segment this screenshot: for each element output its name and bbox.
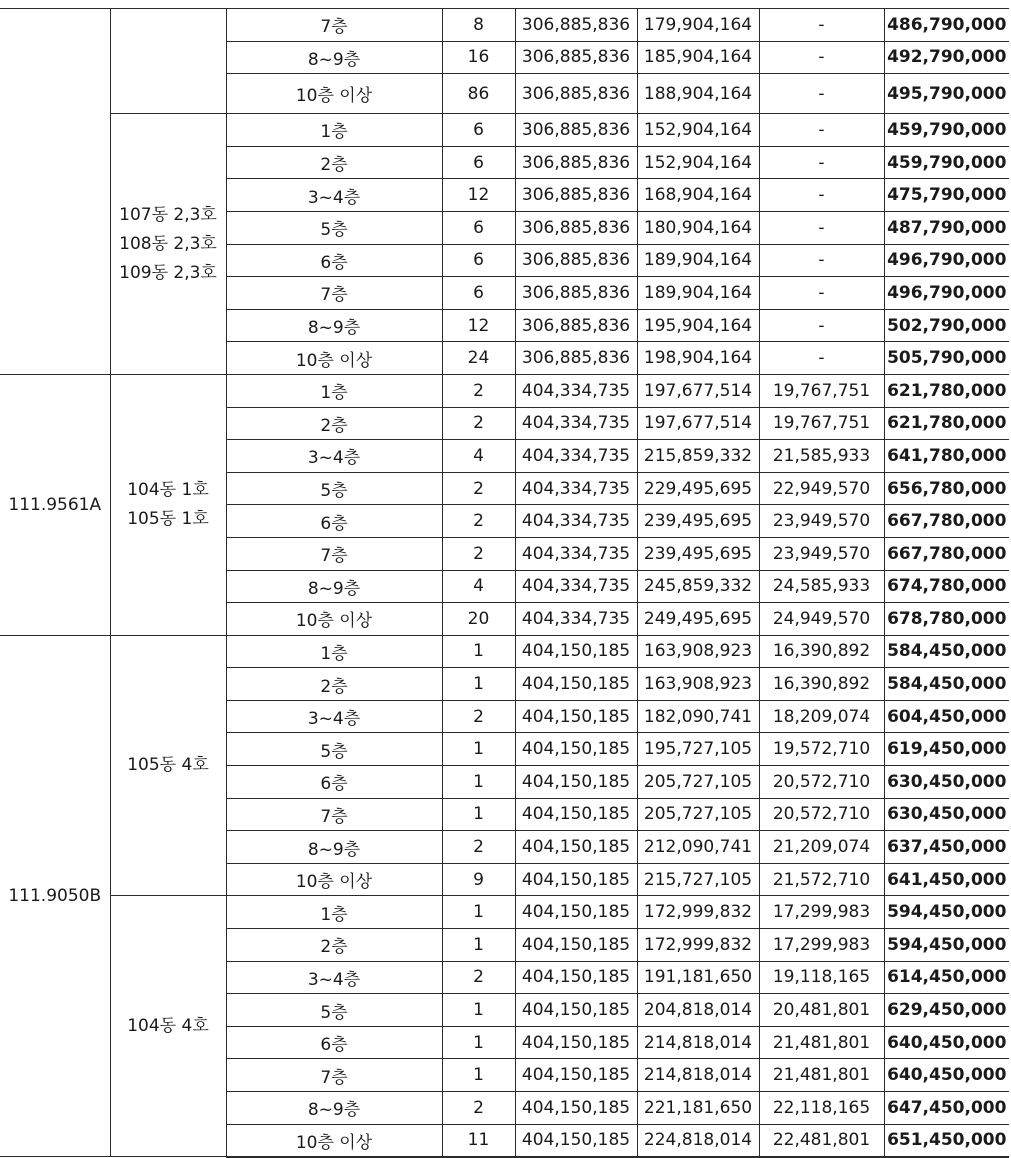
vat-cell: 19,118,165	[759, 961, 884, 994]
floor-cell: 8~9층	[226, 1092, 442, 1125]
vat-cell: -	[759, 74, 884, 114]
building-price-cell: 172,999,832	[637, 929, 759, 962]
total-price-cell: 641,780,000	[884, 440, 1009, 473]
floor-cell: 8~9층	[226, 41, 442, 74]
vat-cell: 22,118,165	[759, 1092, 884, 1125]
total-price-cell: 651,450,000	[884, 1124, 1009, 1157]
building-cell	[110, 114, 226, 375]
land-price-cell: 306,885,836	[515, 211, 637, 244]
unit-count-cell: 1	[442, 635, 515, 668]
floor-cell: 1층	[226, 114, 442, 147]
vat-cell: 20,572,710	[759, 798, 884, 831]
unit-count-cell: 2	[442, 700, 515, 733]
vat-cell: 19,767,751	[759, 374, 884, 407]
floor-cell: 2층	[226, 407, 442, 440]
total-price-cell: 619,450,000	[884, 733, 1009, 766]
unit-count-cell: 6	[442, 244, 515, 277]
floor-cell: 5층	[226, 994, 442, 1027]
vat-cell: 16,390,892	[759, 668, 884, 701]
unit-count-cell: 12	[442, 309, 515, 342]
total-price-cell: 630,450,000	[884, 798, 1009, 831]
land-price-cell: 404,334,735	[515, 440, 637, 473]
land-price-cell: 404,150,185	[515, 1092, 637, 1125]
building-price-cell: 204,818,014	[637, 994, 759, 1027]
floor-cell: 3~4층	[226, 700, 442, 733]
vat-cell: -	[759, 309, 884, 342]
vat-cell: 16,390,892	[759, 635, 884, 668]
total-price-cell: 459,790,000	[884, 114, 1009, 147]
building-price-cell: 188,904,164	[637, 74, 759, 114]
unit-count-cell: 1	[442, 1026, 515, 1059]
land-price-cell: 404,150,185	[515, 733, 637, 766]
unit-count-cell: 1	[442, 733, 515, 766]
floor-cell: 6층	[226, 505, 442, 538]
vat-cell: -	[759, 179, 884, 212]
table-row	[0, 896, 1009, 929]
floor-cell: 5층	[226, 472, 442, 505]
unit-count-cell: 4	[442, 440, 515, 473]
land-price-cell: 404,150,185	[515, 700, 637, 733]
floor-cell: 10층 이상	[226, 342, 442, 375]
building-price-cell: 197,677,514	[637, 407, 759, 440]
land-price-cell: 404,334,735	[515, 537, 637, 570]
building-price-cell: 212,090,741	[637, 831, 759, 864]
unit-count-cell: 1	[442, 896, 515, 929]
floor-cell: 7층	[226, 277, 442, 310]
building-cell	[110, 9, 226, 114]
land-price-cell: 404,150,185	[515, 863, 637, 896]
vat-cell: 22,949,570	[759, 472, 884, 505]
building-price-cell: 215,727,105	[637, 863, 759, 896]
building-price-cell: 214,818,014	[637, 1026, 759, 1059]
unit-count-cell: 2	[442, 961, 515, 994]
unit-count-cell: 2	[442, 407, 515, 440]
land-price-cell: 306,885,836	[515, 179, 637, 212]
total-price-cell: 594,450,000	[884, 929, 1009, 962]
total-price-cell: 640,450,000	[884, 1059, 1009, 1092]
total-price-cell: 492,790,000	[884, 41, 1009, 74]
land-price-cell: 404,334,735	[515, 570, 637, 603]
land-price-cell: 306,885,836	[515, 309, 637, 342]
vat-cell: 22,481,801	[759, 1124, 884, 1157]
building-price-cell: 245,859,332	[637, 570, 759, 603]
unit-count-cell: 2	[442, 1092, 515, 1125]
floor-cell: 7층	[226, 798, 442, 831]
unit-count-cell: 2	[442, 505, 515, 538]
building-price-cell: 189,904,164	[637, 244, 759, 277]
floor-cell: 6층	[226, 1026, 442, 1059]
total-price-cell: 604,450,000	[884, 700, 1009, 733]
building-label: 104동 4호	[127, 1015, 209, 1036]
unit-count-cell: 4	[442, 570, 515, 603]
table-row	[0, 374, 1009, 407]
building-price-cell: 224,818,014	[637, 1124, 759, 1157]
floor-cell: 7층	[226, 9, 442, 42]
building-price-cell: 163,908,923	[637, 668, 759, 701]
price-table	[0, 8, 1009, 1158]
table-row	[0, 114, 1009, 147]
land-price-cell: 306,885,836	[515, 114, 637, 147]
floor-cell: 10층 이상	[226, 863, 442, 896]
total-price-cell: 667,780,000	[884, 505, 1009, 538]
land-price-cell: 404,334,735	[515, 472, 637, 505]
vat-cell: 21,209,074	[759, 831, 884, 864]
unit-type-cell: 111.9050B	[0, 635, 110, 1157]
unit-count-cell: 6	[442, 211, 515, 244]
total-price-cell: 637,450,000	[884, 831, 1009, 864]
vat-cell: -	[759, 342, 884, 375]
vat-cell: 21,481,801	[759, 1059, 884, 1092]
building-price-cell: 163,908,923	[637, 635, 759, 668]
building-price-cell: 249,495,695	[637, 603, 759, 636]
building-label: 105동 1호	[127, 508, 209, 529]
building-label: 104동 1호	[127, 479, 209, 500]
unit-count-cell: 1	[442, 929, 515, 962]
building-label: 105동 4호	[127, 755, 209, 776]
total-price-cell: 502,790,000	[884, 309, 1009, 342]
floor-cell: 5층	[226, 211, 442, 244]
land-price-cell: 404,150,185	[515, 929, 637, 962]
floor-cell: 1층	[226, 374, 442, 407]
unit-count-cell: 1	[442, 766, 515, 799]
building-price-cell: 172,999,832	[637, 896, 759, 929]
vat-cell: 20,572,710	[759, 766, 884, 799]
floor-cell: 6층	[226, 766, 442, 799]
vat-cell: 17,299,983	[759, 896, 884, 929]
building-cell	[110, 896, 226, 1157]
floor-cell: 10층 이상	[226, 603, 442, 636]
land-price-cell: 404,150,185	[515, 635, 637, 668]
building-price-cell: 221,181,650	[637, 1092, 759, 1125]
vat-cell: -	[759, 244, 884, 277]
unit-count-cell: 1	[442, 668, 515, 701]
total-price-cell: 496,790,000	[884, 244, 1009, 277]
building-cell	[110, 635, 226, 896]
floor-cell: 1층	[226, 635, 442, 668]
floor-cell: 2층	[226, 146, 442, 179]
total-price-cell: 486,790,000	[884, 9, 1009, 42]
floor-cell: 2층	[226, 668, 442, 701]
vat-cell: 17,299,983	[759, 929, 884, 962]
land-price-cell: 404,334,735	[515, 407, 637, 440]
unit-count-cell: 1	[442, 798, 515, 831]
vat-cell: 20,481,801	[759, 994, 884, 1027]
table-row	[0, 9, 1009, 42]
vat-cell: 21,572,710	[759, 863, 884, 896]
unit-count-cell: 20	[442, 603, 515, 636]
unit-count-cell: 8	[442, 9, 515, 42]
floor-cell: 2층	[226, 929, 442, 962]
total-price-cell: 641,450,000	[884, 863, 1009, 896]
building-price-cell: 189,904,164	[637, 277, 759, 310]
land-price-cell: 306,885,836	[515, 74, 637, 114]
unit-count-cell: 1	[442, 994, 515, 1027]
land-price-cell: 306,885,836	[515, 41, 637, 74]
building-price-cell: 239,495,695	[637, 505, 759, 538]
floor-cell: 8~9층	[226, 831, 442, 864]
land-price-cell: 404,334,735	[515, 374, 637, 407]
total-price-cell: 640,450,000	[884, 1026, 1009, 1059]
total-price-cell: 630,450,000	[884, 766, 1009, 799]
total-price-cell: 667,780,000	[884, 537, 1009, 570]
land-price-cell: 404,150,185	[515, 994, 637, 1027]
unit-count-cell: 2	[442, 472, 515, 505]
land-price-cell: 306,885,836	[515, 146, 637, 179]
land-price-cell: 404,150,185	[515, 1059, 637, 1092]
building-price-cell: 152,904,164	[637, 146, 759, 179]
total-price-cell: 594,450,000	[884, 896, 1009, 929]
total-price-cell: 621,780,000	[884, 374, 1009, 407]
vat-cell: -	[759, 114, 884, 147]
unit-count-cell: 2	[442, 537, 515, 570]
total-price-cell: 495,790,000	[884, 74, 1009, 114]
vat-cell: 23,949,570	[759, 505, 884, 538]
vat-cell: 19,572,710	[759, 733, 884, 766]
building-price-cell: 214,818,014	[637, 1059, 759, 1092]
land-price-cell: 404,150,185	[515, 1124, 637, 1157]
building-price-cell: 198,904,164	[637, 342, 759, 375]
total-price-cell: 584,450,000	[884, 635, 1009, 668]
land-price-cell: 404,150,185	[515, 766, 637, 799]
floor-cell: 1층	[226, 896, 442, 929]
building-price-cell: 182,090,741	[637, 700, 759, 733]
total-price-cell: 674,780,000	[884, 570, 1009, 603]
building-price-cell: 215,859,332	[637, 440, 759, 473]
building-price-cell: 168,904,164	[637, 179, 759, 212]
unit-count-cell: 12	[442, 179, 515, 212]
total-price-cell: 647,450,000	[884, 1092, 1009, 1125]
building-price-cell: 191,181,650	[637, 961, 759, 994]
building-price-cell: 195,904,164	[637, 309, 759, 342]
total-price-cell: 621,780,000	[884, 407, 1009, 440]
vat-cell: 24,949,570	[759, 603, 884, 636]
building-price-cell: 185,904,164	[637, 41, 759, 74]
vat-cell: 18,209,074	[759, 700, 884, 733]
vat-cell: -	[759, 277, 884, 310]
building-price-cell: 180,904,164	[637, 211, 759, 244]
land-price-cell: 404,150,185	[515, 668, 637, 701]
total-price-cell: 614,450,000	[884, 961, 1009, 994]
floor-cell: 7층	[226, 537, 442, 570]
floor-cell: 3~4층	[226, 179, 442, 212]
land-price-cell: 404,150,185	[515, 831, 637, 864]
total-price-cell: 629,450,000	[884, 994, 1009, 1027]
vat-cell: -	[759, 211, 884, 244]
total-price-cell: 678,780,000	[884, 603, 1009, 636]
total-price-cell: 656,780,000	[884, 472, 1009, 505]
unit-count-cell: 9	[442, 863, 515, 896]
floor-cell: 10층 이상	[226, 74, 442, 114]
unit-count-cell: 16	[442, 41, 515, 74]
floor-cell: 7층	[226, 1059, 442, 1092]
total-price-cell: 496,790,000	[884, 277, 1009, 310]
unit-count-cell: 6	[442, 146, 515, 179]
unit-count-cell: 24	[442, 342, 515, 375]
total-price-cell: 584,450,000	[884, 668, 1009, 701]
building-price-cell: 205,727,105	[637, 766, 759, 799]
total-price-cell: 459,790,000	[884, 146, 1009, 179]
building-label: 109동 2,3호	[119, 262, 217, 283]
building-price-cell: 195,727,105	[637, 733, 759, 766]
building-price-cell: 197,677,514	[637, 374, 759, 407]
total-price-cell: 475,790,000	[884, 179, 1009, 212]
unit-count-cell: 11	[442, 1124, 515, 1157]
building-price-cell: 152,904,164	[637, 114, 759, 147]
vat-cell: 21,585,933	[759, 440, 884, 473]
floor-cell: 6층	[226, 244, 442, 277]
land-price-cell: 404,150,185	[515, 798, 637, 831]
floor-cell: 10층 이상	[226, 1124, 442, 1157]
unit-count-cell: 2	[442, 831, 515, 864]
total-price-cell: 487,790,000	[884, 211, 1009, 244]
land-price-cell: 306,885,836	[515, 244, 637, 277]
land-price-cell: 404,150,185	[515, 896, 637, 929]
unit-type-cell: 111.9561A	[0, 374, 110, 635]
vat-cell: 24,585,933	[759, 570, 884, 603]
unit-count-cell: 1	[442, 1059, 515, 1092]
floor-cell: 5층	[226, 733, 442, 766]
building-price-cell: 229,495,695	[637, 472, 759, 505]
total-price-cell: 505,790,000	[884, 342, 1009, 375]
building-price-cell: 239,495,695	[637, 537, 759, 570]
building-label: 108동 2,3호	[119, 233, 217, 254]
land-price-cell: 306,885,836	[515, 342, 637, 375]
land-price-cell: 404,334,735	[515, 603, 637, 636]
vat-cell: -	[759, 9, 884, 42]
land-price-cell: 306,885,836	[515, 9, 637, 42]
floor-cell: 3~4층	[226, 961, 442, 994]
unit-count-cell: 6	[442, 114, 515, 147]
floor-cell: 8~9층	[226, 309, 442, 342]
table-row	[0, 635, 1009, 668]
land-price-cell: 404,150,185	[515, 1026, 637, 1059]
vat-cell: -	[759, 41, 884, 74]
building-label: 107동 2,3호	[119, 204, 217, 225]
vat-cell: 23,949,570	[759, 537, 884, 570]
unit-count-cell: 6	[442, 277, 515, 310]
unit-count-cell: 2	[442, 374, 515, 407]
building-cell	[110, 374, 226, 635]
floor-cell: 3~4층	[226, 440, 442, 473]
vat-cell: 19,767,751	[759, 407, 884, 440]
land-price-cell: 404,150,185	[515, 961, 637, 994]
floor-cell: 8~9층	[226, 570, 442, 603]
vat-cell: 21,481,801	[759, 1026, 884, 1059]
building-price-cell: 205,727,105	[637, 798, 759, 831]
land-price-cell: 306,885,836	[515, 277, 637, 310]
building-price-cell: 179,904,164	[637, 9, 759, 42]
vat-cell: -	[759, 146, 884, 179]
unit-count-cell: 86	[442, 74, 515, 114]
land-price-cell: 404,334,735	[515, 505, 637, 538]
unit-type-cell	[0, 9, 110, 375]
